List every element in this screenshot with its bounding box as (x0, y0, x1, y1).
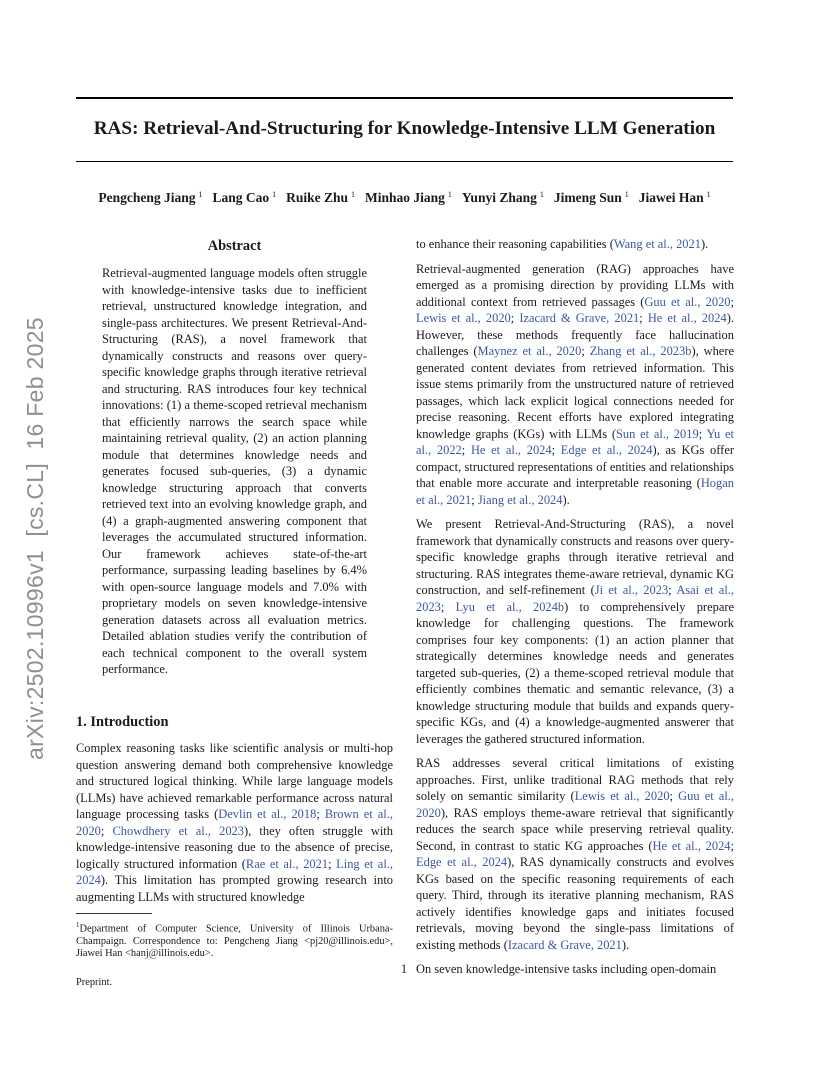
citation-link[interactable]: Edge et al., 2024 (416, 855, 508, 869)
citation-link[interactable]: Guu et al., 2020 (416, 789, 734, 820)
paragraph (76, 740, 393, 905)
citation-link[interactable]: Ji et al., 2023 (594, 583, 669, 597)
page-number: 1 (400, 962, 408, 976)
paragraph-text: ), RAS employs theme-aware retrieval that significantly reduces the search space while preserving retrieval quality. Second, in contrast to static KG approaches ( (416, 805, 734, 853)
citation-link[interactable]: Hogan et al., 2021 (416, 476, 734, 507)
citation-link[interactable]: Sun et al., 2019 (615, 426, 699, 441)
paragraph (416, 261, 734, 509)
citation-link[interactable]: Chowdhery et al., 2023 (112, 823, 244, 838)
paragraph-text: ; (328, 856, 337, 871)
author (365, 190, 452, 205)
citation-link[interactable]: Zhang et al., 2023b (589, 344, 692, 358)
paragraph-text: ), they often struggle with knowledge-intensive reasoning due to the absence of precise, logically structured information ( (76, 823, 393, 871)
paragraph-text: On seven knowledge-intensive tasks including open-domain (416, 962, 717, 976)
paragraph-text: We present Retrieval-And-Structuring (RAS), a novel framework that dynamically constructs and reasons over query-specific knowledge graphs through iterative retrieval and structuring. RAS integrates theme-aware retrieval, dynamic KG construction, and self-refinement ( (416, 517, 734, 597)
paragraph-text: Retrieval-augmented generation (RAG) approaches have emerged as a promising direction by providing LLMs with additional context from retrieved passages ( (416, 261, 734, 309)
citation-link[interactable]: Ling et al., 2024 (76, 856, 393, 887)
citation-link[interactable]: Rae et al., 2021 (245, 856, 329, 871)
paragraph-text: ; (639, 311, 648, 325)
paragraph-text: ; (316, 807, 325, 821)
citation-link[interactable]: Edge et al., 2024 (560, 443, 653, 457)
author (286, 190, 355, 205)
citation-link[interactable]: Yu et al., 2022 (416, 426, 735, 457)
author-name: Yunyi Zhang (461, 190, 537, 205)
paragraph-text: RAS addresses several critical limitations of existing approaches. First, unlike traditional RAG methods that rely solely on semantic similarity ( (416, 756, 734, 803)
title-rule-top (76, 97, 733, 99)
citation-link[interactable]: He et al., 2024 (647, 311, 727, 325)
citation-link[interactable]: Brown et al., 2020 (76, 807, 393, 838)
paragraph (416, 516, 734, 747)
author-name: Lang Cao (212, 190, 270, 205)
paragraph-text: ; (510, 311, 520, 325)
paragraph-text: ; (581, 344, 590, 358)
paragraph (416, 236, 734, 253)
footnote-marker: 1 (76, 920, 80, 929)
author-list (60, 190, 749, 206)
author-affiliation-marker: 1 (272, 190, 277, 199)
paragraph-text: ), RAS dynamically constructs and evolves KGs based on the specific reasoning requirements of each query. Third, through its iterative planning mechanism, RAS actively identifies knowledge gaps and initiates focused retrievals, moving beyond the single-pass limitations of existing methods ( (416, 855, 734, 952)
abstract-heading: Abstract (207, 238, 262, 254)
paragraph-text: ). (621, 937, 630, 952)
citation-link[interactable]: He et al., 2024 (652, 838, 731, 853)
left-column (76, 236, 393, 991)
paragraph-text: ). (562, 492, 570, 507)
author-affiliation-marker: 1 (447, 190, 452, 199)
paragraph-text: ; (668, 583, 677, 597)
title-rule-bottom (76, 161, 733, 162)
citation-link[interactable]: Guu et al., 2020 (644, 294, 731, 309)
paragraph-text: ; (461, 443, 471, 457)
paragraph-text: ), where generated content deviates from retrieved information. This issue stems primarily from the unstructured nature of retrieved passages, which lack explicit logical connections needed for precise reasoning. Recent efforts have explored integrating knowledge graphs (KGs) with LLMs ( (416, 344, 734, 441)
paragraph (416, 961, 734, 978)
author-affiliation-marker: 1 (351, 190, 356, 199)
citation-link[interactable]: Devlin et al., 2018 (218, 807, 317, 821)
paper-title: RAS: Retrieval-And-Structuring for Knowledge-Intensive LLM Generation (93, 118, 716, 139)
citation-link[interactable]: Lewis et al., 2020 (574, 789, 670, 803)
paragraph-text: ; (551, 443, 561, 457)
author-name: Pengcheng Jiang (98, 190, 196, 205)
paragraph-text: ; (698, 426, 707, 441)
author-name: Jimeng Sun (553, 190, 622, 205)
introduction-heading: 1. Introduction (76, 713, 169, 730)
paragraph-text: ; (440, 599, 456, 614)
paragraph-text: ; (100, 823, 113, 838)
arxiv-identifier: arXiv:2502.10996v1 [cs.CL] 16 Feb 2025 (22, 317, 48, 760)
author-affiliation-marker: 1 (706, 190, 711, 199)
paragraph-text: Complex reasoning tasks like scientific analysis or multi-hop question answering demand both comprehensive knowledge and structured logical thinking. While large language models (LLMs) have achieved remarkable performance across natural language processing tasks ( (76, 741, 393, 821)
author-name: Minhao Jiang (365, 190, 445, 205)
paragraph-text: ). This limitation has prompted growing research into augmenting LLMs with structured knowledge (76, 873, 393, 904)
paragraph-text: ; (730, 838, 734, 853)
citation-link[interactable]: He et al., 2024 (470, 443, 552, 457)
introduction-body-right (416, 236, 734, 978)
right-column (416, 236, 734, 986)
author (462, 190, 544, 205)
preprint-notice: Preprint. (76, 976, 113, 988)
author-name: Jiawei Han (638, 190, 704, 205)
citation-link[interactable]: Izacard & Grave, 2021 (507, 937, 622, 952)
citation-link[interactable]: Izacard & Grave, 2021 (519, 311, 640, 325)
author-name: Ruike Zhu (286, 190, 349, 205)
author-affiliation-marker: 1 (539, 190, 544, 199)
author (639, 190, 711, 205)
paragraph-text: ; (730, 294, 734, 309)
author-affiliation-marker: 1 (624, 190, 629, 199)
paragraph-text: ; (471, 492, 478, 507)
paragraph (416, 755, 734, 953)
citation-link[interactable]: Maynez et al., 2020 (477, 344, 582, 358)
author (554, 190, 629, 205)
author-affiliation-marker: 1 (198, 190, 203, 199)
citation-link[interactable]: Lewis et al., 2020 (416, 311, 511, 325)
abstract-text: Retrieval-augmented language models often struggle with knowledge-intensive tasks due to inefficient retrieval, unstructured knowledge integration, and single-pass architectures. We present Retrieval-And-Structuring (RAS), a novel framework that dynamically constructs and reasons over query-specific knowledge graphs through iterative retrieval and structuring. RAS introduces four key technical innovations: (1) a theme-scoped retrieval mechanism that efficiently narrows the search space while maintaining retrieval quality, (2) an action planning module that determines knowledge needs and generates focused sub-queries, (3) a dynamic knowledge structuring approach that converts retrieved text into an evolving knowledge graph, and (4) a graph-augmented answering component that leverages the accumulated structured information. Our framework achieves state-of-the-art performance, surpassing leading baselines by 6.4% with open-source language models and 7.0% with proprietary models on seven knowledge-intensive generation datasets across all evaluation metrics. Detailed ablation studies verify the contribution of each technical component to the overall system performance. (102, 266, 367, 676)
paragraph-text: ) to comprehensively prepare knowledge for challenging questions. The framework comprises four key components: (1) an action planner that strategically determines knowledge needs and generates targeted sub-queries, (2) a theme-scoped retrieval module that efficiently combines thematic and semantic relevance, (3) a knowledge structuring module that builds and expands query-specific KGs, and (4) a knowledge-augmented answerer that leverages the gathered structured information. (416, 599, 734, 746)
author (98, 190, 202, 205)
citation-link[interactable]: Wang et al., 2021 (613, 237, 701, 251)
paragraph-text: ). However, these methods frequently face hallucination challenges ( (416, 311, 734, 358)
affiliation-footnote (76, 919, 393, 961)
paragraph-text: to enhance their reasoning capabilities ( (416, 237, 614, 251)
footnote-rule (76, 913, 152, 914)
citation-link[interactable]: Jiang et al., 2024 (477, 492, 563, 507)
paragraph-text: ; (669, 789, 679, 803)
footnote-text: Department of Computer Science, University of Illinois Urbana-Champaign. Correspondence to: Pengcheng Jiang <pj20@illinois.edu>, Jiawei Han <hanj@illinois.edu>. (76, 923, 393, 960)
paragraph-text: ). (700, 237, 709, 251)
introduction-body-left (76, 740, 393, 905)
author (212, 190, 276, 205)
paragraph-text: ), as KGs offer compact, structured representations of entities and relationships that enable more accurate and interpretable reasoning ( (416, 443, 734, 490)
citation-link[interactable]: Lyu et al., 2024b (455, 599, 565, 614)
citation-link[interactable]: Asai et al., 2023 (416, 583, 734, 614)
